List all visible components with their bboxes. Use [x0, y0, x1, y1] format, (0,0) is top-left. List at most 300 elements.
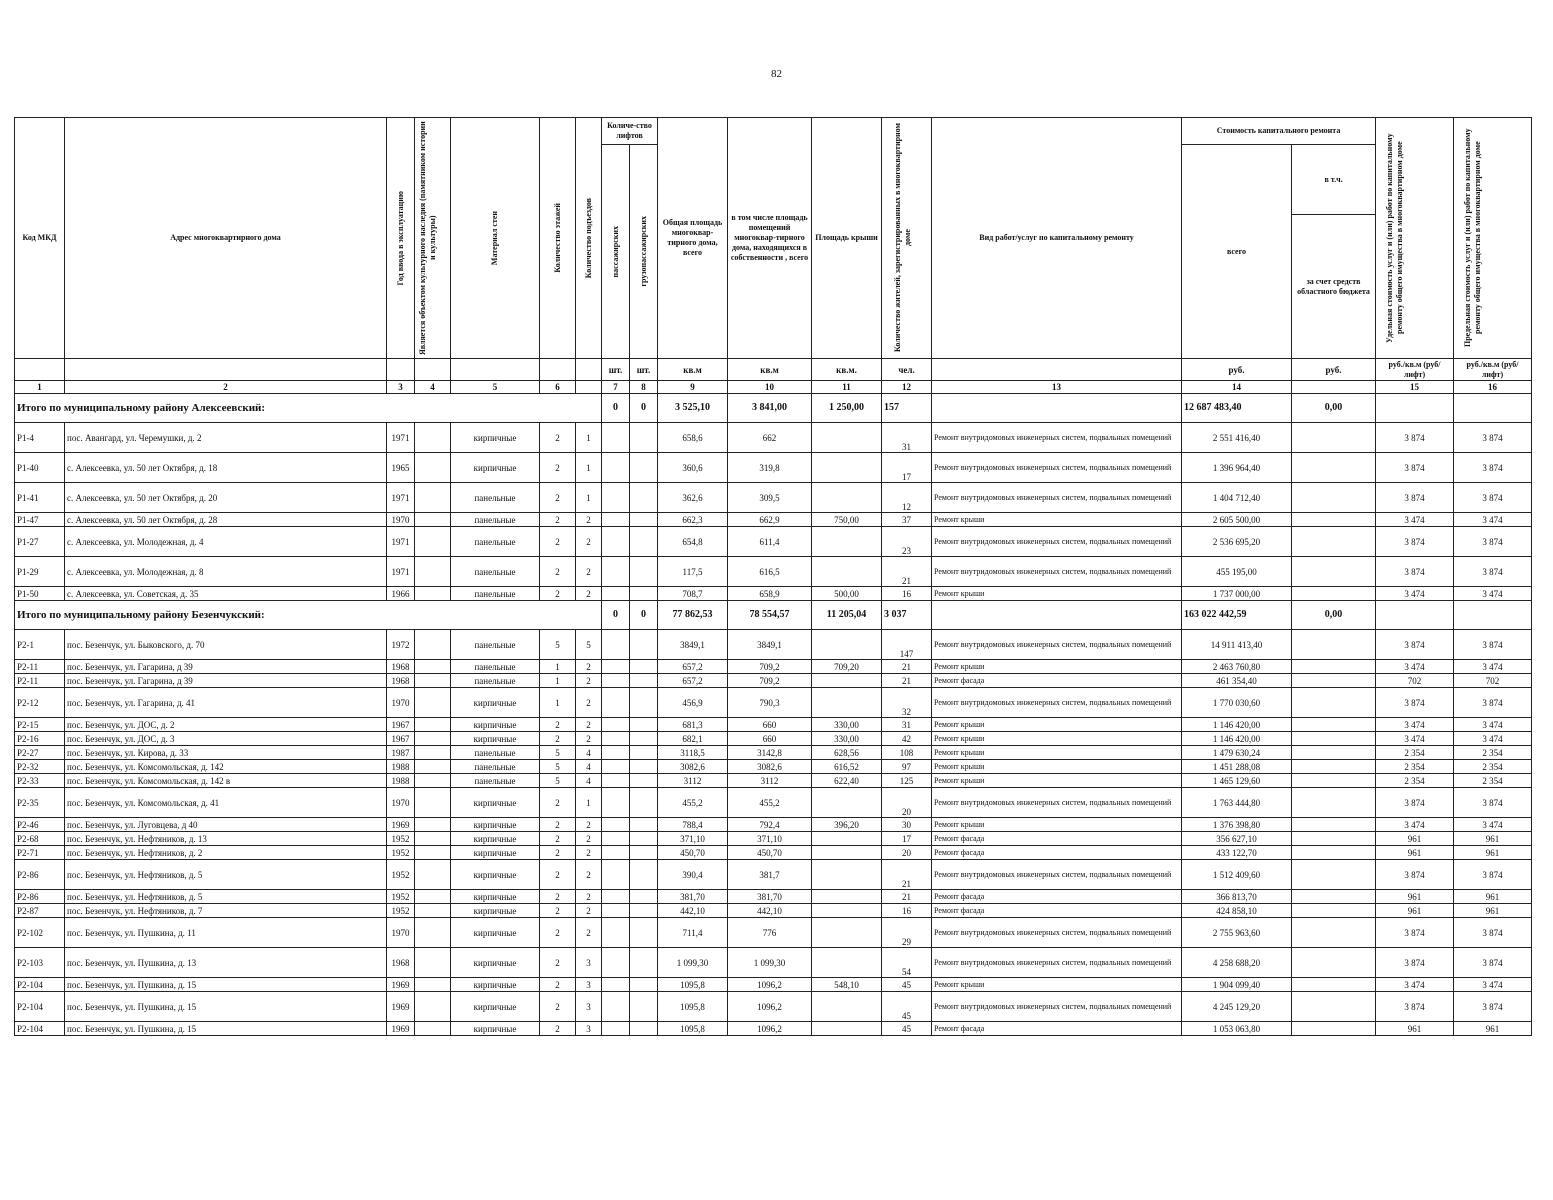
roof-area-cell: 330,00: [812, 732, 882, 746]
work-type-cell: Ремонт фасада: [932, 1022, 1182, 1036]
heritage-cell: [415, 904, 451, 918]
year-cell: 1967: [387, 732, 415, 746]
work-type-cell: Ремонт внутридомовых инженерных систем, подвальных помещений: [932, 948, 1182, 978]
cost-regional-cell: [1292, 788, 1376, 818]
cost-regional-cell: [1292, 860, 1376, 890]
table-row: [15, 557, 1532, 587]
max-cost-cell: 2 354: [1454, 760, 1532, 774]
cost-total-cell: 2 536 695,20: [1182, 527, 1292, 557]
table-row: [15, 732, 1532, 746]
roof-area-cell: [812, 904, 882, 918]
area-owned-cell: 381,7: [728, 860, 812, 890]
lifts-passenger-cell: [602, 760, 630, 774]
work-type-cell: Ремонт крыши: [932, 746, 1182, 760]
cost-total-cell: 1 737 000,00: [1182, 587, 1292, 601]
year-cell: 1969: [387, 1022, 415, 1036]
lifts-freight-cell: [630, 860, 658, 890]
max-cost-cell: 3 874: [1454, 483, 1532, 513]
material-cell: кирпичные: [451, 918, 540, 948]
cost-total-cell: 4 258 688,20: [1182, 948, 1292, 978]
cost-total-cell: 1 451 288,08: [1182, 760, 1292, 774]
material-cell: кирпичные: [451, 992, 540, 1022]
mkd-code: Р2-87: [15, 904, 65, 918]
table-row: [15, 660, 1532, 674]
header-code: Код МКД: [15, 118, 65, 359]
header-material: Материал стен: [490, 210, 499, 266]
roof-area-cell: [812, 674, 882, 688]
unit-cost-cell: 2 354: [1376, 760, 1454, 774]
lifts-freight-cell: [630, 918, 658, 948]
unit-area-total: кв.м: [658, 359, 728, 381]
entrances-cell: 3: [576, 978, 602, 992]
lifts-freight-cell: [630, 423, 658, 453]
material-cell: панельные: [451, 760, 540, 774]
heritage-cell: [415, 557, 451, 587]
unit-cost-cell: 961: [1376, 846, 1454, 860]
floors-cell: 2: [540, 527, 576, 557]
roof-area-cell: [812, 453, 882, 483]
header-lifts-freight: грузопассажирских: [638, 216, 648, 287]
page-number: 82: [771, 68, 782, 80]
unit-cost-cell: 3 874: [1376, 788, 1454, 818]
max-cost-cell: 3 874: [1454, 557, 1532, 587]
work-type-cell: Ремонт внутридомовых инженерных систем, подвальных помещений: [932, 630, 1182, 660]
year-cell: 1968: [387, 948, 415, 978]
work-type-cell: Ремонт крыши: [932, 660, 1182, 674]
header-lifts: Количе-ство лифтов: [602, 118, 658, 145]
unit-unit-cost: руб./кв.м (руб/лифт): [1376, 359, 1454, 381]
area-owned-cell: 1096,2: [728, 992, 812, 1022]
unit-cost-cell: 3 474: [1376, 660, 1454, 674]
floors-cell: 2: [540, 587, 576, 601]
residents-cell: 54: [882, 948, 932, 978]
area-owned-cell: 660: [728, 718, 812, 732]
unit-cost-cell: 961: [1376, 890, 1454, 904]
area-owned-cell: 442,10: [728, 904, 812, 918]
year-cell: 1972: [387, 630, 415, 660]
roof-area-cell: 548,10: [812, 978, 882, 992]
heritage-cell: [415, 453, 451, 483]
area-owned-cell: 1096,2: [728, 978, 812, 992]
lifts-freight-cell: [630, 630, 658, 660]
cost-total-cell: 356 627,10: [1182, 832, 1292, 846]
work-type-cell: Ремонт крыши: [932, 732, 1182, 746]
lifts-freight-cell: [630, 513, 658, 527]
table-row: [15, 423, 1532, 453]
cost-total-cell: 1 053 063,80: [1182, 1022, 1292, 1036]
residents-cell: 37: [882, 513, 932, 527]
roof-area-cell: [812, 1022, 882, 1036]
roof-area-cell: [812, 832, 882, 846]
total-roof-area: 1 250,00: [812, 394, 882, 423]
column-number: [1292, 381, 1376, 394]
total-area-owned: 78 554,57: [728, 601, 812, 630]
material-cell: панельные: [451, 660, 540, 674]
table-row: [15, 818, 1532, 832]
cost-total-cell: 455 195,00: [1182, 557, 1292, 587]
address-cell: с. Алексеевка, ул. 50 лет Октября, д. 20: [65, 483, 387, 513]
area-owned-cell: 1096,2: [728, 1022, 812, 1036]
heritage-cell: [415, 423, 451, 453]
max-cost-cell: 3 474: [1454, 587, 1532, 601]
address-cell: пос. Безенчук, ул. Нефтяников, д. 13: [65, 832, 387, 846]
year-cell: 1971: [387, 557, 415, 587]
mkd-code: Р2-35: [15, 788, 65, 818]
cost-total-cell: 1 479 630,24: [1182, 746, 1292, 760]
material-cell: панельные: [451, 630, 540, 660]
entrances-cell: 2: [576, 660, 602, 674]
header-cost: Стоимость капитального ремонта: [1182, 118, 1376, 145]
total-residents: 3 037: [882, 601, 932, 630]
material-cell: панельные: [451, 587, 540, 601]
unit-cost-cell: 3 874: [1376, 918, 1454, 948]
heritage-cell: [415, 760, 451, 774]
floors-cell: 2: [540, 513, 576, 527]
max-cost-cell: 3 874: [1454, 918, 1532, 948]
total-area: 3 525,10: [658, 394, 728, 423]
floors-cell: 2: [540, 557, 576, 587]
table-row: [15, 513, 1532, 527]
entrances-cell: 3: [576, 1022, 602, 1036]
column-number: [576, 381, 602, 394]
cost-total-cell: 433 122,70: [1182, 846, 1292, 860]
residents-cell: 45: [882, 1022, 932, 1036]
lifts-passenger-cell: [602, 860, 630, 890]
floors-cell: 2: [540, 948, 576, 978]
cost-total-cell: 1 512 409,60: [1182, 860, 1292, 890]
cost-regional-cell: [1292, 688, 1376, 718]
table-row: [15, 918, 1532, 948]
mkd-code: Р1-47: [15, 513, 65, 527]
max-cost-cell: 3 874: [1454, 527, 1532, 557]
heritage-cell: [415, 746, 451, 760]
cost-total-cell: 1 904 099,40: [1182, 978, 1292, 992]
unit-cost-cell: 3 474: [1376, 587, 1454, 601]
address-cell: пос. Безенчук, ул. Быковского, д. 70: [65, 630, 387, 660]
cost-total-cell: 14 911 413,40: [1182, 630, 1292, 660]
unit-roof-area: кв.м.: [812, 359, 882, 381]
header-cost-regional: за счет средств областного бюджета: [1292, 215, 1376, 359]
empty-cell: [1454, 601, 1532, 630]
residents-cell: 23: [882, 527, 932, 557]
lifts-freight-cell: [630, 732, 658, 746]
total-cost-regional: 0,00: [1292, 601, 1376, 630]
column-number: 6: [540, 381, 576, 394]
year-cell: 1988: [387, 774, 415, 788]
floors-cell: 2: [540, 860, 576, 890]
table-row: [15, 527, 1532, 557]
roof-area-cell: [812, 890, 882, 904]
empty-cell: [1376, 394, 1454, 423]
lifts-passenger-cell: [602, 423, 630, 453]
floors-cell: 2: [540, 832, 576, 846]
lifts-passenger-cell: [602, 513, 630, 527]
area-owned-cell: 1 099,30: [728, 948, 812, 978]
district-total-row: [15, 394, 1532, 423]
lifts-passenger-cell: [602, 978, 630, 992]
column-numbers-row: [15, 381, 1532, 394]
material-cell: кирпичные: [451, 732, 540, 746]
residents-cell: 31: [882, 718, 932, 732]
mkd-code: Р2-46: [15, 818, 65, 832]
area-owned-cell: 3849,1: [728, 630, 812, 660]
area-owned-cell: 3082,6: [728, 760, 812, 774]
table-row: [15, 788, 1532, 818]
unit-cost-cell: 3 874: [1376, 860, 1454, 890]
cost-total-cell: 2 463 760,80: [1182, 660, 1292, 674]
year-cell: 1952: [387, 890, 415, 904]
cost-regional-cell: [1292, 948, 1376, 978]
entrances-cell: 4: [576, 774, 602, 788]
heritage-cell: [415, 483, 451, 513]
max-cost-cell: 3 874: [1454, 948, 1532, 978]
unit-cost-cell: 3 874: [1376, 992, 1454, 1022]
address-cell: пос. Безенчук, ул. Нефтяников, д. 2: [65, 846, 387, 860]
residents-cell: 32: [882, 688, 932, 718]
work-type-cell: Ремонт внутридомовых инженерных систем, подвальных помещений: [932, 453, 1182, 483]
district-total-row: [15, 601, 1532, 630]
heritage-cell: [415, 774, 451, 788]
column-number: 2: [65, 381, 387, 394]
max-cost-cell: 961: [1454, 1022, 1532, 1036]
floors-cell: 2: [540, 732, 576, 746]
unit-lifts-freight: шт.: [630, 359, 658, 381]
mkd-code: Р2-1: [15, 630, 65, 660]
table-row: [15, 483, 1532, 513]
address-cell: пос. Безенчук, ул. Комсомольская, д. 41: [65, 788, 387, 818]
header-cost-total: всего: [1182, 145, 1292, 359]
entrances-cell: 2: [576, 890, 602, 904]
work-type-cell: Ремонт внутридомовых инженерных систем, подвальных помещений: [932, 688, 1182, 718]
entrances-cell: 2: [576, 527, 602, 557]
material-cell: кирпичные: [451, 904, 540, 918]
work-type-cell: Ремонт крыши: [932, 760, 1182, 774]
unit-cost-cell: 2 354: [1376, 774, 1454, 788]
heritage-cell: [415, 860, 451, 890]
entrances-cell: 2: [576, 832, 602, 846]
unit-cost-cell: 3 874: [1376, 453, 1454, 483]
area-total-cell: 3849,1: [658, 630, 728, 660]
district-total-title: Итого по муниципальному району Безенчукский:: [15, 601, 602, 630]
entrances-cell: 2: [576, 732, 602, 746]
column-number: 15: [1376, 381, 1454, 394]
lifts-freight-cell: [630, 760, 658, 774]
unit-max-cost: руб./кв.м (руб/лифт): [1454, 359, 1532, 381]
work-type-cell: Ремонт фасада: [932, 674, 1182, 688]
column-number: 16: [1454, 381, 1532, 394]
mkd-code: Р2-104: [15, 978, 65, 992]
residents-cell: 17: [882, 453, 932, 483]
lifts-passenger-cell: [602, 718, 630, 732]
column-number: 14: [1182, 381, 1292, 394]
mkd-code: Р1-4: [15, 423, 65, 453]
header-area-total: Общая площадь многоквар-тирного дома, всего: [658, 118, 728, 359]
heritage-cell: [415, 948, 451, 978]
lifts-passenger-cell: [602, 587, 630, 601]
lifts-passenger-cell: [602, 992, 630, 1022]
roof-area-cell: 616,52: [812, 760, 882, 774]
area-total-cell: 3112: [658, 774, 728, 788]
material-cell: панельные: [451, 527, 540, 557]
heritage-cell: [415, 527, 451, 557]
unit-cost-cell: 961: [1376, 1022, 1454, 1036]
address-cell: пос. Безенчук, ул. Луговцева, д 40: [65, 818, 387, 832]
unit-cost-cell: 3 474: [1376, 718, 1454, 732]
address-cell: пос. Безенчук, ул. Пушкина, д. 11: [65, 918, 387, 948]
area-total-cell: 662,3: [658, 513, 728, 527]
floors-cell: 5: [540, 774, 576, 788]
work-type-cell: Ремонт внутридомовых инженерных систем, подвальных помещений: [932, 918, 1182, 948]
residents-cell: 21: [882, 860, 932, 890]
entrances-cell: 2: [576, 918, 602, 948]
material-cell: кирпичные: [451, 423, 540, 453]
mkd-code: Р2-104: [15, 1022, 65, 1036]
lifts-freight-cell: [630, 660, 658, 674]
area-owned-cell: 371,10: [728, 832, 812, 846]
material-cell: кирпичные: [451, 846, 540, 860]
floors-cell: 2: [540, 788, 576, 818]
heritage-cell: [415, 718, 451, 732]
lifts-passenger-cell: [602, 818, 630, 832]
max-cost-cell: 3 874: [1454, 453, 1532, 483]
address-cell: пос. Безенчук, ул. Нефтяников, д. 5: [65, 860, 387, 890]
roof-area-cell: [812, 846, 882, 860]
mkd-code: Р2-16: [15, 732, 65, 746]
roof-area-cell: 500,00: [812, 587, 882, 601]
lifts-freight-cell: [630, 948, 658, 978]
lifts-passenger-cell: [602, 948, 630, 978]
lifts-passenger-cell: [602, 788, 630, 818]
work-type-cell: Ремонт крыши: [932, 978, 1182, 992]
year-cell: 1987: [387, 746, 415, 760]
empty-cell: [1454, 394, 1532, 423]
cost-regional-cell: [1292, 527, 1376, 557]
lifts-passenger-cell: [602, 660, 630, 674]
material-cell: кирпичные: [451, 788, 540, 818]
total-roof-area: 11 205,04: [812, 601, 882, 630]
roof-area-cell: 750,00: [812, 513, 882, 527]
lifts-freight-cell: [630, 557, 658, 587]
header-floors: Количество этажей: [552, 203, 562, 273]
entrances-cell: 1: [576, 423, 602, 453]
lifts-freight-cell: [630, 527, 658, 557]
year-cell: 1970: [387, 688, 415, 718]
material-cell: панельные: [451, 557, 540, 587]
area-total-cell: 371,10: [658, 832, 728, 846]
lifts-freight-cell: [630, 718, 658, 732]
area-total-cell: 360,6: [658, 453, 728, 483]
entrances-cell: 2: [576, 904, 602, 918]
address-cell: с. Алексеевка, ул. Молодежная, д. 8: [65, 557, 387, 587]
area-owned-cell: 616,5: [728, 557, 812, 587]
column-number: 7: [602, 381, 630, 394]
residents-cell: 42: [882, 732, 932, 746]
residents-cell: 12: [882, 483, 932, 513]
cost-total-cell: 2 551 416,40: [1182, 423, 1292, 453]
max-cost-cell: 3 874: [1454, 630, 1532, 660]
area-total-cell: 1 099,30: [658, 948, 728, 978]
max-cost-cell: 961: [1454, 904, 1532, 918]
entrances-cell: 2: [576, 718, 602, 732]
floors-cell: 5: [540, 760, 576, 774]
max-cost-cell: 3 474: [1454, 818, 1532, 832]
entrances-cell: 2: [576, 674, 602, 688]
table-row: [15, 630, 1532, 660]
area-total-cell: 1095,8: [658, 1022, 728, 1036]
year-cell: 1970: [387, 788, 415, 818]
area-owned-cell: 3112: [728, 774, 812, 788]
mkd-code: Р2-71: [15, 846, 65, 860]
unit-cost-cell: 3 874: [1376, 688, 1454, 718]
header-area-owned: в том числе площадь помещений многоквар-тирного дома, находящихся в собственности , всего: [728, 118, 812, 359]
max-cost-cell: 2 354: [1454, 746, 1532, 760]
unit-cost-cell: 2 354: [1376, 746, 1454, 760]
year-cell: 1969: [387, 992, 415, 1022]
work-type-cell: Ремонт внутридомовых инженерных систем, подвальных помещений: [932, 860, 1182, 890]
year-cell: 1969: [387, 978, 415, 992]
total-cost-regional: 0,00: [1292, 394, 1376, 423]
heritage-cell: [415, 660, 451, 674]
cost-regional-cell: [1292, 1022, 1376, 1036]
cost-regional-cell: [1292, 818, 1376, 832]
residents-cell: 21: [882, 557, 932, 587]
material-cell: кирпичные: [451, 948, 540, 978]
entrances-cell: 2: [576, 860, 602, 890]
roof-area-cell: [812, 630, 882, 660]
address-cell: с. Алексеевка, ул. 50 лет Октября, д. 18: [65, 453, 387, 483]
column-number: 1: [15, 381, 65, 394]
area-total-cell: 3118,5: [658, 746, 728, 760]
residents-cell: 17: [882, 832, 932, 846]
entrances-cell: 1: [576, 453, 602, 483]
work-type-cell: Ремонт внутридомовых инженерных систем, подвальных помещений: [932, 992, 1182, 1022]
area-total-cell: 442,10: [658, 904, 728, 918]
cost-total-cell: 1 763 444,80: [1182, 788, 1292, 818]
table-row: [15, 890, 1532, 904]
entrances-cell: 3: [576, 992, 602, 1022]
roof-area-cell: [812, 423, 882, 453]
work-type-cell: Ремонт фасада: [932, 890, 1182, 904]
floors-cell: 2: [540, 918, 576, 948]
address-cell: пос. Безенчук, ул. Гагарина, д. 41: [65, 688, 387, 718]
area-total-cell: 3082,6: [658, 760, 728, 774]
mkd-code: Р1-40: [15, 453, 65, 483]
work-type-cell: Ремонт крыши: [932, 587, 1182, 601]
lifts-freight-cell: [630, 674, 658, 688]
area-owned-cell: 709,2: [728, 660, 812, 674]
total-lifts-passenger: 0: [602, 601, 630, 630]
area-owned-cell: 658,9: [728, 587, 812, 601]
header-residents: Количество жителей, зарегистрированных в многоквартирном доме: [892, 123, 912, 353]
header-unit-cost: Удельная стоимость услуг и (или) работ по капитальному ремонту общего имущества в многоквартирном доме: [1384, 133, 1404, 343]
heritage-cell: [415, 890, 451, 904]
unit-cost-cell: 702: [1376, 674, 1454, 688]
address-cell: пос. Авангард, ул. Черемушки, д. 2: [65, 423, 387, 453]
entrances-cell: 2: [576, 846, 602, 860]
residents-cell: 147: [882, 630, 932, 660]
capital-repair-table: [14, 117, 1532, 1036]
lifts-freight-cell: [630, 818, 658, 832]
residents-cell: 125: [882, 774, 932, 788]
total-lifts-passenger: 0: [602, 394, 630, 423]
year-cell: 1970: [387, 918, 415, 948]
residents-cell: 21: [882, 674, 932, 688]
max-cost-cell: 3 474: [1454, 732, 1532, 746]
area-owned-cell: 381,70: [728, 890, 812, 904]
roof-area-cell: [812, 688, 882, 718]
work-type-cell: Ремонт крыши: [932, 818, 1182, 832]
lifts-freight-cell: [630, 788, 658, 818]
